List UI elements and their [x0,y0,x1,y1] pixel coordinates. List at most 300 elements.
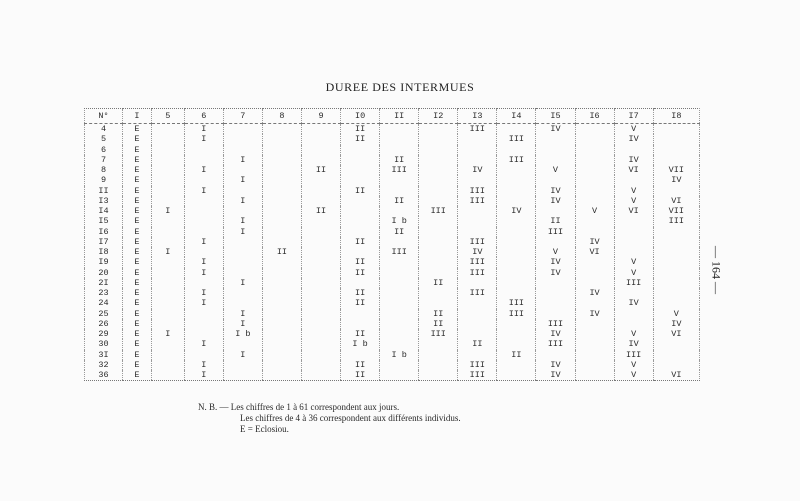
table-cell [380,134,419,144]
table-cell: III [380,247,419,257]
table-cell [458,175,497,185]
table-cell [614,309,653,319]
table-cell [419,247,458,257]
table-cell [575,370,614,381]
table-cell [458,206,497,216]
table-cell: I [223,155,262,165]
table-cell [536,298,575,308]
table-cell [301,288,340,298]
individual-number-cell: 29 [85,329,123,339]
individual-number-cell: 6 [85,145,123,155]
table-cell [380,175,419,185]
page-number-text: — 164 — [709,246,724,294]
table-cell [262,165,301,175]
table-cell [458,319,497,329]
table-cell [653,237,699,247]
individual-number-cell: I4 [85,206,123,216]
table-cell [575,360,614,370]
table-cell [151,216,184,226]
table-cell: III [458,288,497,298]
table-cell: III [536,319,575,329]
table-cell [497,370,536,381]
table-cell [380,298,419,308]
individual-number-cell: I7 [85,237,123,247]
table-cell [536,350,575,360]
table-cell: V [536,165,575,175]
table-cell: III [614,278,653,288]
table-cell: VI [653,196,699,206]
table-cell [301,309,340,319]
table-cell [341,145,380,155]
table-cell: E [123,309,152,319]
table-cell [458,145,497,155]
table-cell: E [123,134,152,144]
table-cell [341,278,380,288]
table-cell [184,329,223,339]
table-cell: II [301,165,340,175]
footnotes [198,402,618,435]
table-cell: IV [575,288,614,298]
table-cell [223,268,262,278]
table-cell: III [458,186,497,196]
table-cell [653,247,699,257]
table-cell [458,278,497,288]
table-cell [419,186,458,196]
table-cell [575,319,614,329]
individual-number-cell: 26 [85,319,123,329]
table-cell: E [123,165,152,175]
table-cell [262,124,301,135]
table-row [85,309,700,319]
table-cell [575,298,614,308]
table-cell [575,196,614,206]
table-cell [575,257,614,267]
individual-number-cell: II [85,186,123,196]
table-cell [151,360,184,370]
table-cell [380,186,419,196]
table-cell: V [614,196,653,206]
table-cell [458,227,497,237]
table-cell [653,227,699,237]
table-cell: III [458,257,497,267]
table-cell: VI [614,206,653,216]
table-cell [301,350,340,360]
table-cell [536,288,575,298]
table-cell [380,124,419,135]
table-cell [380,268,419,278]
table-cell: II [341,370,380,381]
table-cell [653,124,699,135]
table-cell [262,309,301,319]
table-cell [341,350,380,360]
table-cell [380,288,419,298]
table-cell [536,145,575,155]
table-cell [341,227,380,237]
table-row [85,227,700,237]
table-cell [458,134,497,144]
table-cell: IV [458,165,497,175]
table-cell [223,257,262,267]
table-cell: I [184,186,223,196]
table-cell: III [497,155,536,165]
table-row [85,298,700,308]
table-cell [458,309,497,319]
table-cell: II [341,186,380,196]
table-cell [223,145,262,155]
table-cell [536,155,575,165]
table-cell: II [380,196,419,206]
table-cell: II [341,288,380,298]
table-row [85,145,700,155]
table-cell [653,257,699,267]
table-cell [497,257,536,267]
table-cell [262,298,301,308]
table-cell: III [380,165,419,175]
table-cell [151,227,184,237]
table-cell [419,145,458,155]
table-cell [614,216,653,226]
table-cell [497,145,536,155]
table-cell [341,247,380,257]
table-cell [614,247,653,257]
table-cell [419,216,458,226]
table-cell: IV [497,206,536,216]
column-header: I8 [653,109,699,124]
table-cell [262,196,301,206]
table-cell [301,360,340,370]
table-cell [419,360,458,370]
table-cell: E [123,196,152,206]
table-cell: II [497,350,536,360]
table-cell: IV [653,175,699,185]
table-cell [301,339,340,349]
column-header: I3 [458,109,497,124]
table-cell [341,309,380,319]
table-cell: V [575,206,614,216]
table-cell [497,227,536,237]
table-cell: II [419,309,458,319]
table-cell: IV [614,134,653,144]
individual-number-cell: I9 [85,257,123,267]
table-cell [262,216,301,226]
table-cell [497,288,536,298]
table-cell [419,268,458,278]
table-cell [184,196,223,206]
individual-number-cell: 3I [85,350,123,360]
table-cell [223,206,262,216]
table-row [85,186,700,196]
table-cell: I b [223,329,262,339]
table-cell [653,339,699,349]
column-header: I5 [536,109,575,124]
table-row [85,216,700,226]
table-cell [419,257,458,267]
table-cell [262,329,301,339]
table-cell [301,278,340,288]
table-cell: VI [575,247,614,257]
table-cell [497,237,536,247]
column-header: II [380,109,419,124]
table-cell [301,134,340,144]
table-cell [301,227,340,237]
individual-number-cell: 23 [85,288,123,298]
table-cell [419,227,458,237]
table-cell [223,124,262,135]
individual-number-cell: 5 [85,134,123,144]
table-row [85,196,700,206]
table-cell: III [419,206,458,216]
table-cell [419,288,458,298]
table-cell [653,134,699,144]
table-cell [380,278,419,288]
individual-number-cell: 24 [85,298,123,308]
table-cell: IV [536,370,575,381]
table-cell [497,339,536,349]
table-cell: V [614,329,653,339]
table-cell [151,196,184,206]
table-cell [184,309,223,319]
table-cell [575,339,614,349]
individual-number-cell: 2I [85,278,123,288]
table-cell: III [458,237,497,247]
table-cell [262,134,301,144]
table-cell [614,227,653,237]
table-row [85,206,700,216]
table-cell [575,278,614,288]
table-cell [151,155,184,165]
table-cell: E [123,268,152,278]
footnote-line: N. B. — Les chiffres de 1 à 61 correspondent aux jours. [198,402,400,412]
table-cell [536,175,575,185]
table-cell [262,370,301,381]
table-cell: I [151,247,184,257]
table-cell [262,186,301,196]
table-cell: IV [536,360,575,370]
table-cell [497,278,536,288]
table-cell [575,329,614,339]
table-cell [341,206,380,216]
table-cell: I b [341,339,380,349]
table-cell [614,319,653,329]
individual-number-cell: 4 [85,124,123,135]
table-cell [301,247,340,257]
table-cell: II [341,268,380,278]
table-cell [419,298,458,308]
table-cell: E [123,370,152,381]
table-cell: E [123,145,152,155]
table-cell [653,145,699,155]
table-cell: II [419,278,458,288]
table-cell: E [123,247,152,257]
table-cell [301,237,340,247]
table-cell [223,288,262,298]
table-cell [151,145,184,155]
individual-number-cell: 7 [85,155,123,165]
table-cell: VI [653,329,699,339]
table-cell [653,360,699,370]
column-header: I2 [419,109,458,124]
table-cell [419,196,458,206]
table-cell [575,145,614,155]
table-cell: I [184,360,223,370]
table-cell: IV [614,155,653,165]
table-cell [223,339,262,349]
table-cell: III [458,370,497,381]
table-cell: I [151,329,184,339]
table-cell: I [184,134,223,144]
table-cell: VI [653,370,699,381]
table-cell [151,309,184,319]
table-cell [262,360,301,370]
table-cell: IV [536,124,575,135]
table-cell [301,370,340,381]
table-cell [301,186,340,196]
table-cell [223,165,262,175]
table-cell [497,186,536,196]
table-cell [497,268,536,278]
table-cell [341,175,380,185]
table-cell: I [184,370,223,381]
table-cell [262,257,301,267]
table-cell: VII [653,165,699,175]
table-cell [262,268,301,278]
table-cell [497,329,536,339]
table-cell: II [380,155,419,165]
table-cell [151,186,184,196]
column-header: I7 [614,109,653,124]
table-cell [262,206,301,216]
table-cell [380,370,419,381]
table-cell [151,370,184,381]
table-cell: I [223,227,262,237]
table-cell [380,237,419,247]
table-cell [419,370,458,381]
table-cell: E [123,339,152,349]
table-cell: E [123,175,152,185]
table-row [85,237,700,247]
table-row [85,350,700,360]
table-cell: E [123,257,152,267]
table-cell: I [223,175,262,185]
table-cell: I [184,298,223,308]
table-cell [301,124,340,135]
table-cell: E [123,237,152,247]
table-cell: III [497,309,536,319]
table-cell: VI [614,165,653,175]
table-cell [575,186,614,196]
table-cell [497,216,536,226]
table-row [85,134,700,144]
table-cell: E [123,319,152,329]
table-cell: III [419,329,458,339]
table-cell [497,319,536,329]
table-cell [262,350,301,360]
table-cell: II [380,227,419,237]
table-cell [184,216,223,226]
table-cell [184,175,223,185]
table-cell [653,288,699,298]
table-cell [653,350,699,360]
table-cell [301,298,340,308]
table-cell [458,298,497,308]
table-cell [301,329,340,339]
table-row [85,278,700,288]
table-cell [653,155,699,165]
table-row [85,165,700,175]
table-cell: IV [536,196,575,206]
table-cell: III [536,339,575,349]
table-cell: III [536,227,575,237]
table-cell [380,339,419,349]
table-cell [151,298,184,308]
table-cell [223,370,262,381]
table-cell [575,124,614,135]
table-cell [151,319,184,329]
table-cell [536,134,575,144]
table-cell [614,288,653,298]
table-cell: V [614,268,653,278]
column-header: 7 [223,109,262,124]
individual-number-cell: I3 [85,196,123,206]
table-cell [184,350,223,360]
column-header: 6 [184,109,223,124]
table-cell [184,206,223,216]
table-cell [380,206,419,216]
table-cell: I [184,339,223,349]
table-cell: V [653,309,699,319]
table-cell [575,268,614,278]
table-cell: I [184,165,223,175]
table-cell [653,298,699,308]
table-cell: I [184,288,223,298]
individual-number-cell: I8 [85,247,123,257]
table-cell: I [223,278,262,288]
table-cell: IV [458,247,497,257]
individual-number-cell: 8 [85,165,123,175]
table-header-row [85,109,700,124]
table-cell: IV [653,319,699,329]
table-cell [341,196,380,206]
table-row [85,360,700,370]
table-cell [458,329,497,339]
table-cell [151,268,184,278]
table-cell [184,319,223,329]
column-header: 5 [151,109,184,124]
table-cell: V [614,370,653,381]
table-cell [262,155,301,165]
table-cell [151,288,184,298]
table-cell: E [123,206,152,216]
table-cell [223,360,262,370]
table-cell [262,227,301,237]
table-cell: I b [380,216,419,226]
table-cell: II [458,339,497,349]
table-cell: III [497,134,536,144]
table-cell [575,165,614,175]
table-cell: II [419,319,458,329]
table-cell: I [184,237,223,247]
table-cell [458,350,497,360]
table-cell [301,145,340,155]
table-cell [151,350,184,360]
footnote-line: E = Eclosiou. [240,424,289,434]
table-cell [262,237,301,247]
table-cell [301,257,340,267]
table-cell [614,145,653,155]
table-cell: III [458,268,497,278]
table-cell [575,350,614,360]
table-cell [151,237,184,247]
